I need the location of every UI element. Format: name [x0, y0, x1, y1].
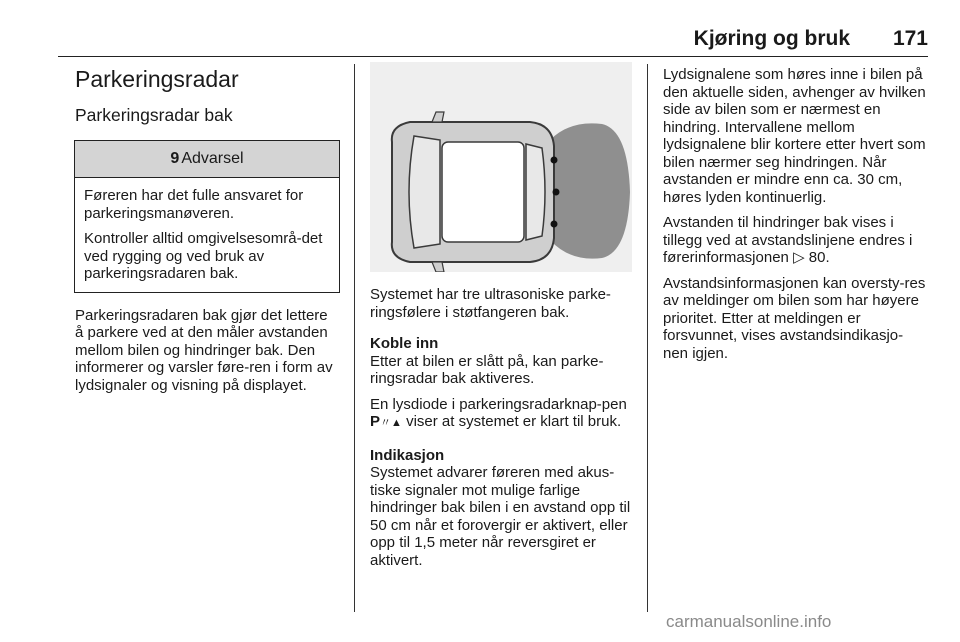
- body-paragraph: Avstandsinformasjonen kan oversty-res av meldinger om bilen som har høyere prioritet. Etter at meldingen er forsvunnet, vises avstandsindikasjo-nen igjen.: [663, 274, 926, 362]
- body-paragraph: Systemet advarer føreren med akus-tiske signaler mot mulige farlige hindringer bak bilen i en avstand opp til 50 cm når et forovergir er aktivert, eller opp til 1,5 meter når reversgiret er aktivert.: [370, 464, 631, 569]
- watermark: carmanualsonline.info: [666, 612, 832, 631]
- warning-text: Føreren har det fulle ansvaret for parkeringsmanøveren.: [84, 187, 304, 222]
- subheading-activate: Koble inn: [370, 335, 439, 352]
- warning-header: [75, 141, 339, 178]
- figure-caption: Systemet har tre ultrasoniske parke-ringsfølere i støtfangeren bak.: [370, 286, 611, 321]
- car-top-view-illustration: [370, 62, 632, 272]
- column-middle: [370, 62, 632, 577]
- column-divider: [647, 64, 648, 612]
- warning-text: Kontroller alltid omgivelsesområ-det ved rygging og ved bruk av parkeringsradaren bak.: [84, 230, 323, 282]
- body-paragraph: [663, 214, 928, 267]
- body-paragraph: Lydsignalene som høres inne i bilen på den aktuelle siden, avhenger av hvilken side av bilen som er nærmest en hindring. Intervallene mellom lydsignalene blir kortere etter hvert som bilen nærmer seg hindringen. Når avstanden er mindre enn ca. 30 cm, høres lyden kontinuerlig.: [663, 66, 926, 206]
- led-text: viser at systemet er klart til bruk.: [406, 413, 622, 430]
- column-right: [663, 62, 928, 370]
- reference-arrow-icon[interactable]: ▷: [793, 249, 805, 266]
- warning-title: Advarsel: [181, 150, 244, 167]
- subsection-heading: Parkeringsradar bak: [75, 105, 233, 125]
- parking-sensor-icon: P: [370, 413, 381, 430]
- warning-body: [75, 178, 339, 292]
- page-reference[interactable]: 80.: [808, 249, 830, 266]
- reference-text: Avstanden til hindringer bak vises i tillegg ved at avstandslinjene endres i førerinformasjonen: [663, 214, 913, 266]
- warning-icon: 9: [170, 150, 180, 167]
- body-paragraph: Etter at bilen er slått på, kan parke-ringsradar bak aktiveres.: [370, 352, 604, 387]
- body-paragraph: [370, 396, 632, 433]
- parking-sensor-icon: 〃▲: [380, 417, 402, 429]
- warning-box: [74, 140, 340, 293]
- body-paragraph: Parkeringsradaren bak gjør det lettere å parkere ved at den måler avstanden mellom bilen og hindringer bak. Den informerer og varsler føre-ren i form av lydsignaler og visning på displayet.: [75, 306, 333, 394]
- column-left: [75, 62, 340, 402]
- page-header: [58, 22, 928, 57]
- led-text: En lysdiode i parkeringsradarknap-pen: [370, 395, 627, 413]
- section-heading: Parkeringsradar: [75, 66, 239, 92]
- column-divider: [354, 64, 355, 612]
- subheading-indication: Indikasjon: [370, 446, 445, 464]
- section-title: Kjøring og bruk: [693, 27, 850, 50]
- page-number: 171: [892, 27, 928, 50]
